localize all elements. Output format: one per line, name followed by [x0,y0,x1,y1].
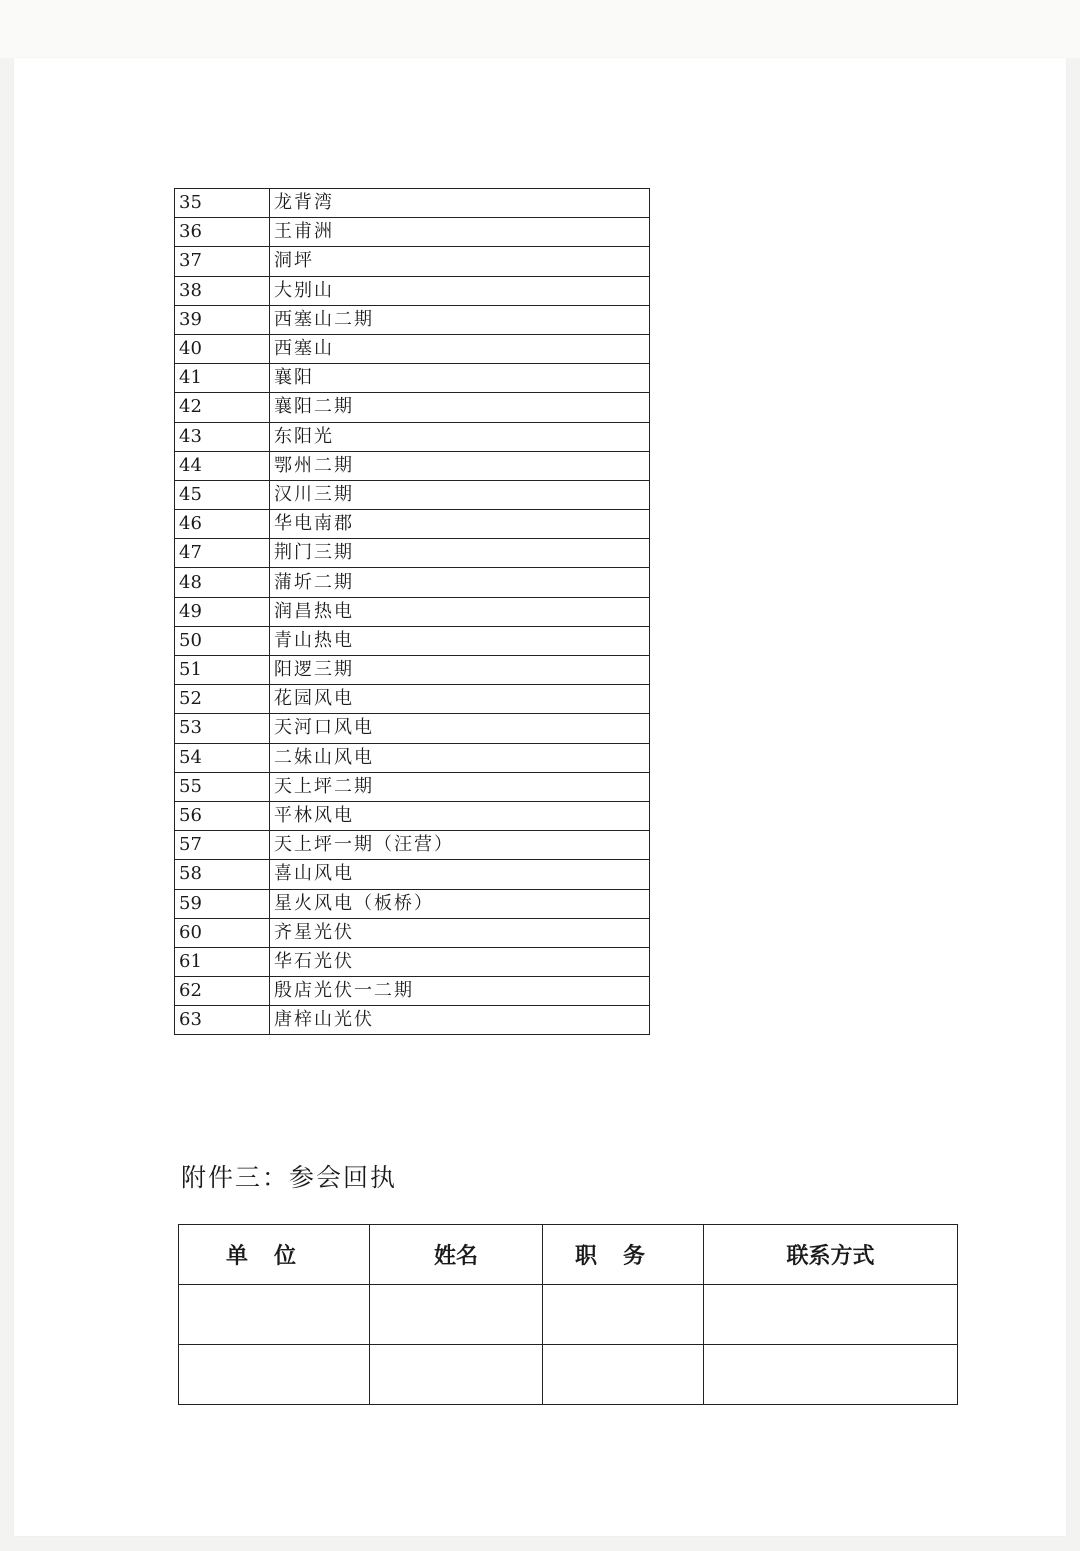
table-row [175,597,650,626]
table-row [175,451,650,480]
header-unit: 单位 [179,1225,370,1285]
project-name: 星火风电（板桥） [270,889,650,918]
table-row [175,1006,650,1035]
table-row [175,393,650,422]
reply-cell [543,1285,704,1345]
header-position: 职务 [543,1225,704,1285]
table-row [175,189,650,218]
table-row [175,685,650,714]
row-number: 51 [175,656,270,685]
row-number: 38 [175,276,270,305]
project-name: 天河口风电 [270,714,650,743]
table-row [175,831,650,860]
scan-top-strip [0,0,1080,58]
row-number: 52 [175,685,270,714]
table-row [175,480,650,509]
table-row [175,218,650,247]
project-name: 龙背湾 [270,189,650,218]
reply-cell [179,1345,370,1405]
project-list-table [174,188,650,1035]
header-name: 姓名 [370,1225,543,1285]
row-number: 63 [175,1006,270,1035]
row-number: 40 [175,334,270,363]
row-number: 43 [175,422,270,451]
project-name: 天上坪一期（汪营） [270,831,650,860]
project-name: 西塞山 [270,334,650,363]
table-row [175,801,650,830]
project-name: 阳逻三期 [270,656,650,685]
row-number: 35 [175,189,270,218]
row-number: 47 [175,539,270,568]
project-name: 喜山风电 [270,860,650,889]
project-name: 蒲圻二期 [270,568,650,597]
table-row [175,247,650,276]
table-row [175,918,650,947]
row-number: 60 [175,918,270,947]
project-name: 东阳光 [270,422,650,451]
table-row [175,334,650,363]
header-contact: 联系方式 [704,1225,958,1285]
row-number: 49 [175,597,270,626]
project-name: 襄阳 [270,364,650,393]
attachment-title: 附件三：参会回执 [181,1163,398,1192]
table-row [175,714,650,743]
table-row [175,977,650,1006]
project-name: 唐梓山光伏 [270,1006,650,1035]
project-name: 襄阳二期 [270,393,650,422]
row-number: 45 [175,480,270,509]
row-number: 62 [175,977,270,1006]
row-number: 53 [175,714,270,743]
project-name: 青山热电 [270,626,650,655]
row-number: 58 [175,860,270,889]
project-name: 华石光伏 [270,947,650,976]
reply-cell [543,1345,704,1405]
row-number: 42 [175,393,270,422]
table-row [175,743,650,772]
table-row [175,422,650,451]
row-number: 46 [175,510,270,539]
table-row [175,772,650,801]
row-number: 56 [175,801,270,830]
project-name: 平林风电 [270,801,650,830]
project-name: 汉川三期 [270,480,650,509]
project-name: 洞坪 [270,247,650,276]
row-number: 41 [175,364,270,393]
reply-cell [370,1285,543,1345]
table-row [175,364,650,393]
project-name: 二妹山风电 [270,743,650,772]
project-name: 王甫洲 [270,218,650,247]
project-name: 花园风电 [270,685,650,714]
project-name: 天上坪二期 [270,772,650,801]
project-name: 鄂州二期 [270,451,650,480]
table-row [175,656,650,685]
project-name: 齐星光伏 [270,918,650,947]
reply-cell [179,1285,370,1345]
reply-row [179,1345,958,1405]
table-row [175,539,650,568]
reply-row [179,1285,958,1345]
reply-form-table [178,1224,958,1405]
row-number: 39 [175,305,270,334]
row-number: 57 [175,831,270,860]
reply-cell [704,1285,958,1345]
table-row [175,626,650,655]
project-name: 润昌热电 [270,597,650,626]
table-row [175,860,650,889]
row-number: 59 [175,889,270,918]
project-name: 荆门三期 [270,539,650,568]
row-number: 61 [175,947,270,976]
row-number: 36 [175,218,270,247]
project-name: 西塞山二期 [270,305,650,334]
table-row [175,947,650,976]
table-row [175,305,650,334]
table-row [175,276,650,305]
reply-cell [704,1345,958,1405]
row-number: 44 [175,451,270,480]
table-row [175,510,650,539]
row-number: 54 [175,743,270,772]
table-row [175,889,650,918]
reply-cell [370,1345,543,1405]
row-number: 50 [175,626,270,655]
reply-header-row [179,1225,958,1285]
row-number: 48 [175,568,270,597]
project-name: 大别山 [270,276,650,305]
project-name: 殷店光伏一二期 [270,977,650,1006]
row-number: 37 [175,247,270,276]
table-row [175,568,650,597]
project-name: 华电南郡 [270,510,650,539]
row-number: 55 [175,772,270,801]
